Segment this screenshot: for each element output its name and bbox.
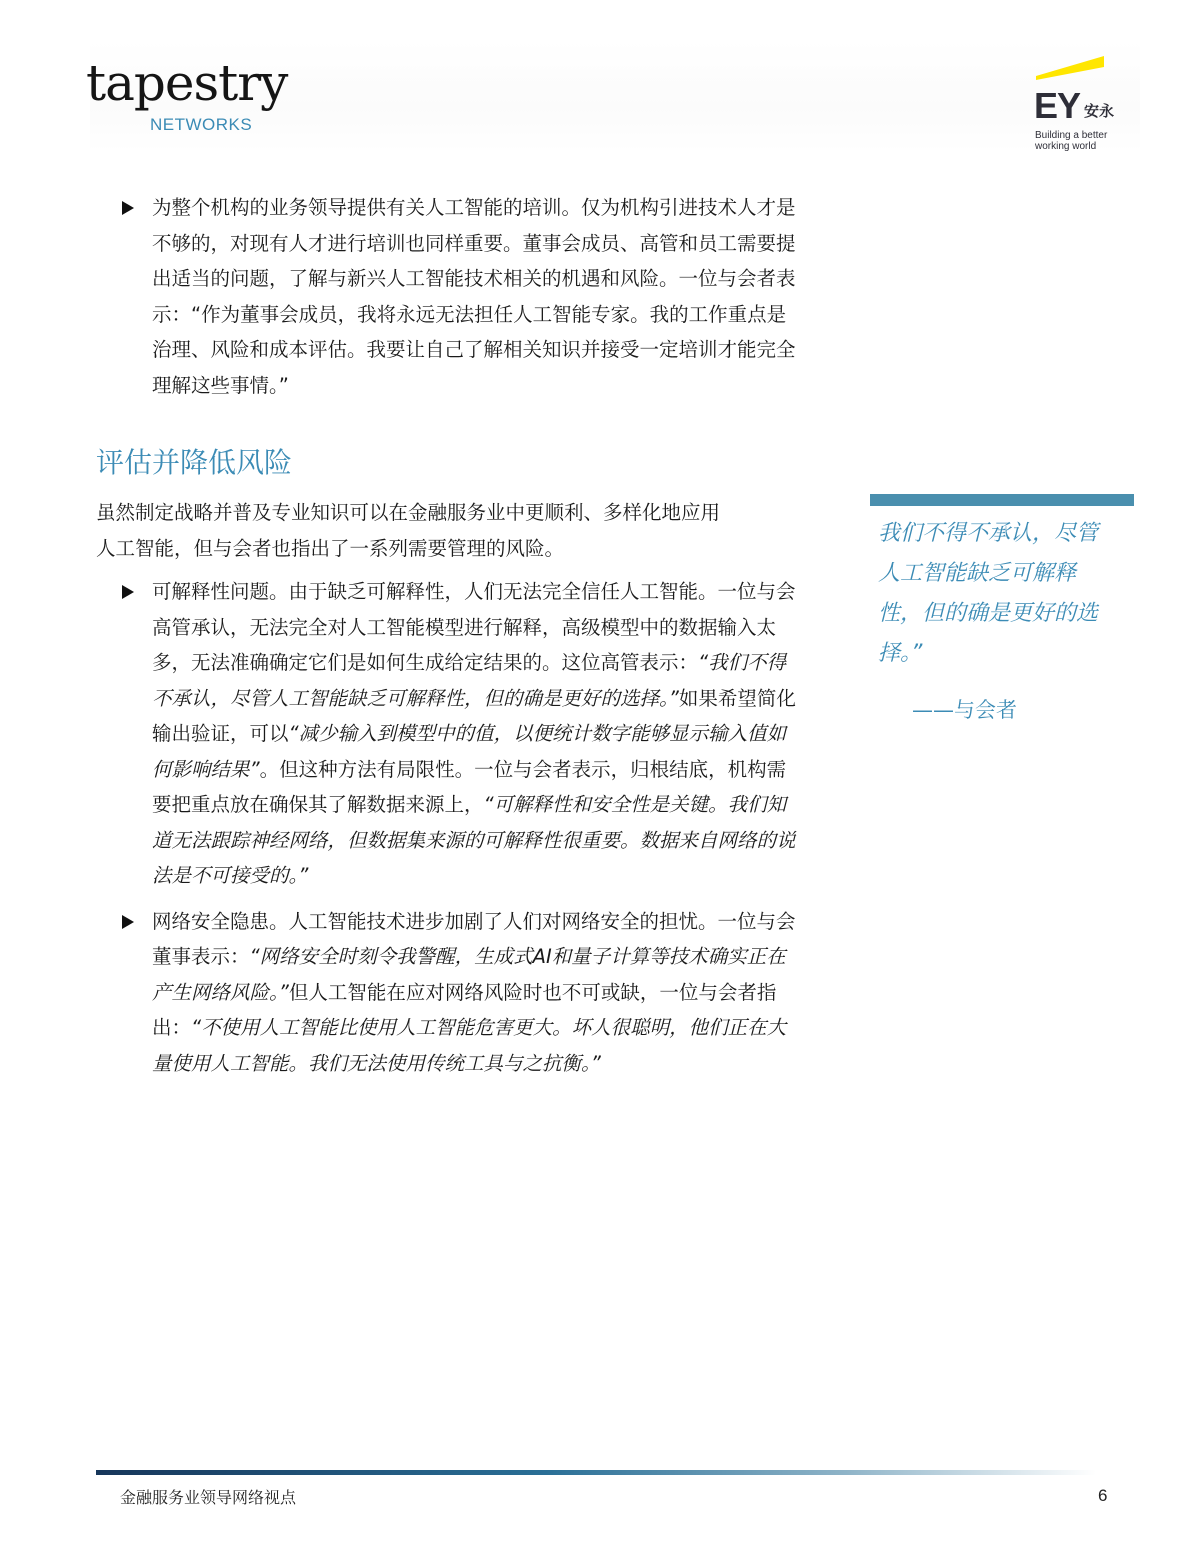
section-intro: 虽然制定战略并普及专业知识可以在金融服务业中更顺利、多样化地应用人工智能，但与会者也指出了一系列需要管理的风险。	[96, 501, 721, 560]
sidebar-quote-attribution: ——与会者	[912, 698, 1017, 722]
cyber-text-2: 但人工智能在应对网络风险时也不可或缺，一位与会者指出：	[152, 980, 777, 1039]
footer-divider	[96, 1470, 1096, 1475]
explain-text-1: 可解释性问题。由于缺乏可解释性，人们无法完全信任人工智能。一位与会高管承认，无法完全对人工智能模型进行解释，高级模型中的数据输入太多，无法准确确定它们是如何生成给定结果的。这位高管表示：	[152, 580, 796, 674]
explain-quote-1: “我们不得不承认，尽管人工智能缺乏可解释性，但的确是更好的选择。”	[152, 651, 787, 710]
tapestry-logo-sub: NETWORKS	[150, 115, 253, 134]
ey-tagline	[1035, 131, 1107, 152]
page-number: 6	[1098, 1486, 1108, 1505]
bullet-triangle-icon	[122, 585, 134, 599]
explain-text-2: 如果希望简化输出验证，可以	[152, 686, 796, 745]
tapestry-logo	[86, 54, 306, 138]
cyber-text-1: 网络安全隐患。人工智能技术进步加剧了人们对网络安全的担忧。一位与会董事表示：	[152, 909, 796, 968]
bullet-triangle-icon	[122, 201, 134, 215]
section-title: 评估并降低风险	[96, 446, 293, 479]
sidebar-quote: 我们不得不承认，尽管人工智能缺乏可解释性，但的确是更好的选择。”	[878, 521, 1099, 666]
cyber-quote-2: “不使用人工智能比使用人工智能危害更大。坏人很聪明，他们正在大量使用人工智能。我们无法使用传统工具与之抗衡。”	[152, 1016, 787, 1075]
bullet-training	[96, 190, 802, 403]
bullet-triangle-icon	[122, 915, 134, 929]
tapestry-logo-word: tapestry	[86, 54, 288, 112]
cyber-quote-1: “网络安全时刻令我警醒，生成式AI和量子计算等技术确实正在产生网络风险。”	[152, 945, 786, 1004]
ey-logo-chinese: 安永	[1084, 102, 1115, 120]
main-content	[96, 190, 812, 1081]
bullet-explainability	[96, 574, 802, 894]
ey-tagline-line-2: working world	[1035, 140, 1097, 152]
explain-quote-2: “减少输入到模型中的值，以便统计数字能够显示输入值如何影响结果”	[152, 722, 787, 781]
ey-logo-word: EY	[1034, 85, 1081, 126]
bullet-training-text: 为整个机构的业务领导提供有关人工智能的培训。仅为机构引进技术人才是不够的，对现有人才进行培训也同样重要。董事会成员、高管和员工需要提出适当的问题，了解与新兴人工智能技术相关的机遇和风险。一位与会者表示：“作为董事会成员，我将永远无法担任人工智能专家。我的工作重点是治理、风险和成本评估。我要让自己了解相关知识并接受一定培训才能完全理解这些事情。”	[152, 196, 796, 397]
sidebar-quote-bar	[870, 494, 1134, 506]
ey-tagline-line-1: Building a better	[1035, 130, 1108, 141]
ey-yellow-beam-icon	[1036, 54, 1106, 80]
bullet-cybersecurity	[96, 904, 802, 1082]
ey-logo	[1034, 54, 1134, 154]
explain-text-3: 。但这种方法有局限性。一位与会者表示，归根结底，机构需要把重点放在确保其了解数据来源上，	[152, 757, 787, 816]
footer-title: 金融服务业领导网络视点	[120, 1488, 297, 1507]
explain-quote-3: “可解释性和安全性是关键。我们知道无法跟踪神经网络，但数据集来源的可解释性很重要。数据来自网络的说法是不可接受的。”	[152, 793, 796, 887]
